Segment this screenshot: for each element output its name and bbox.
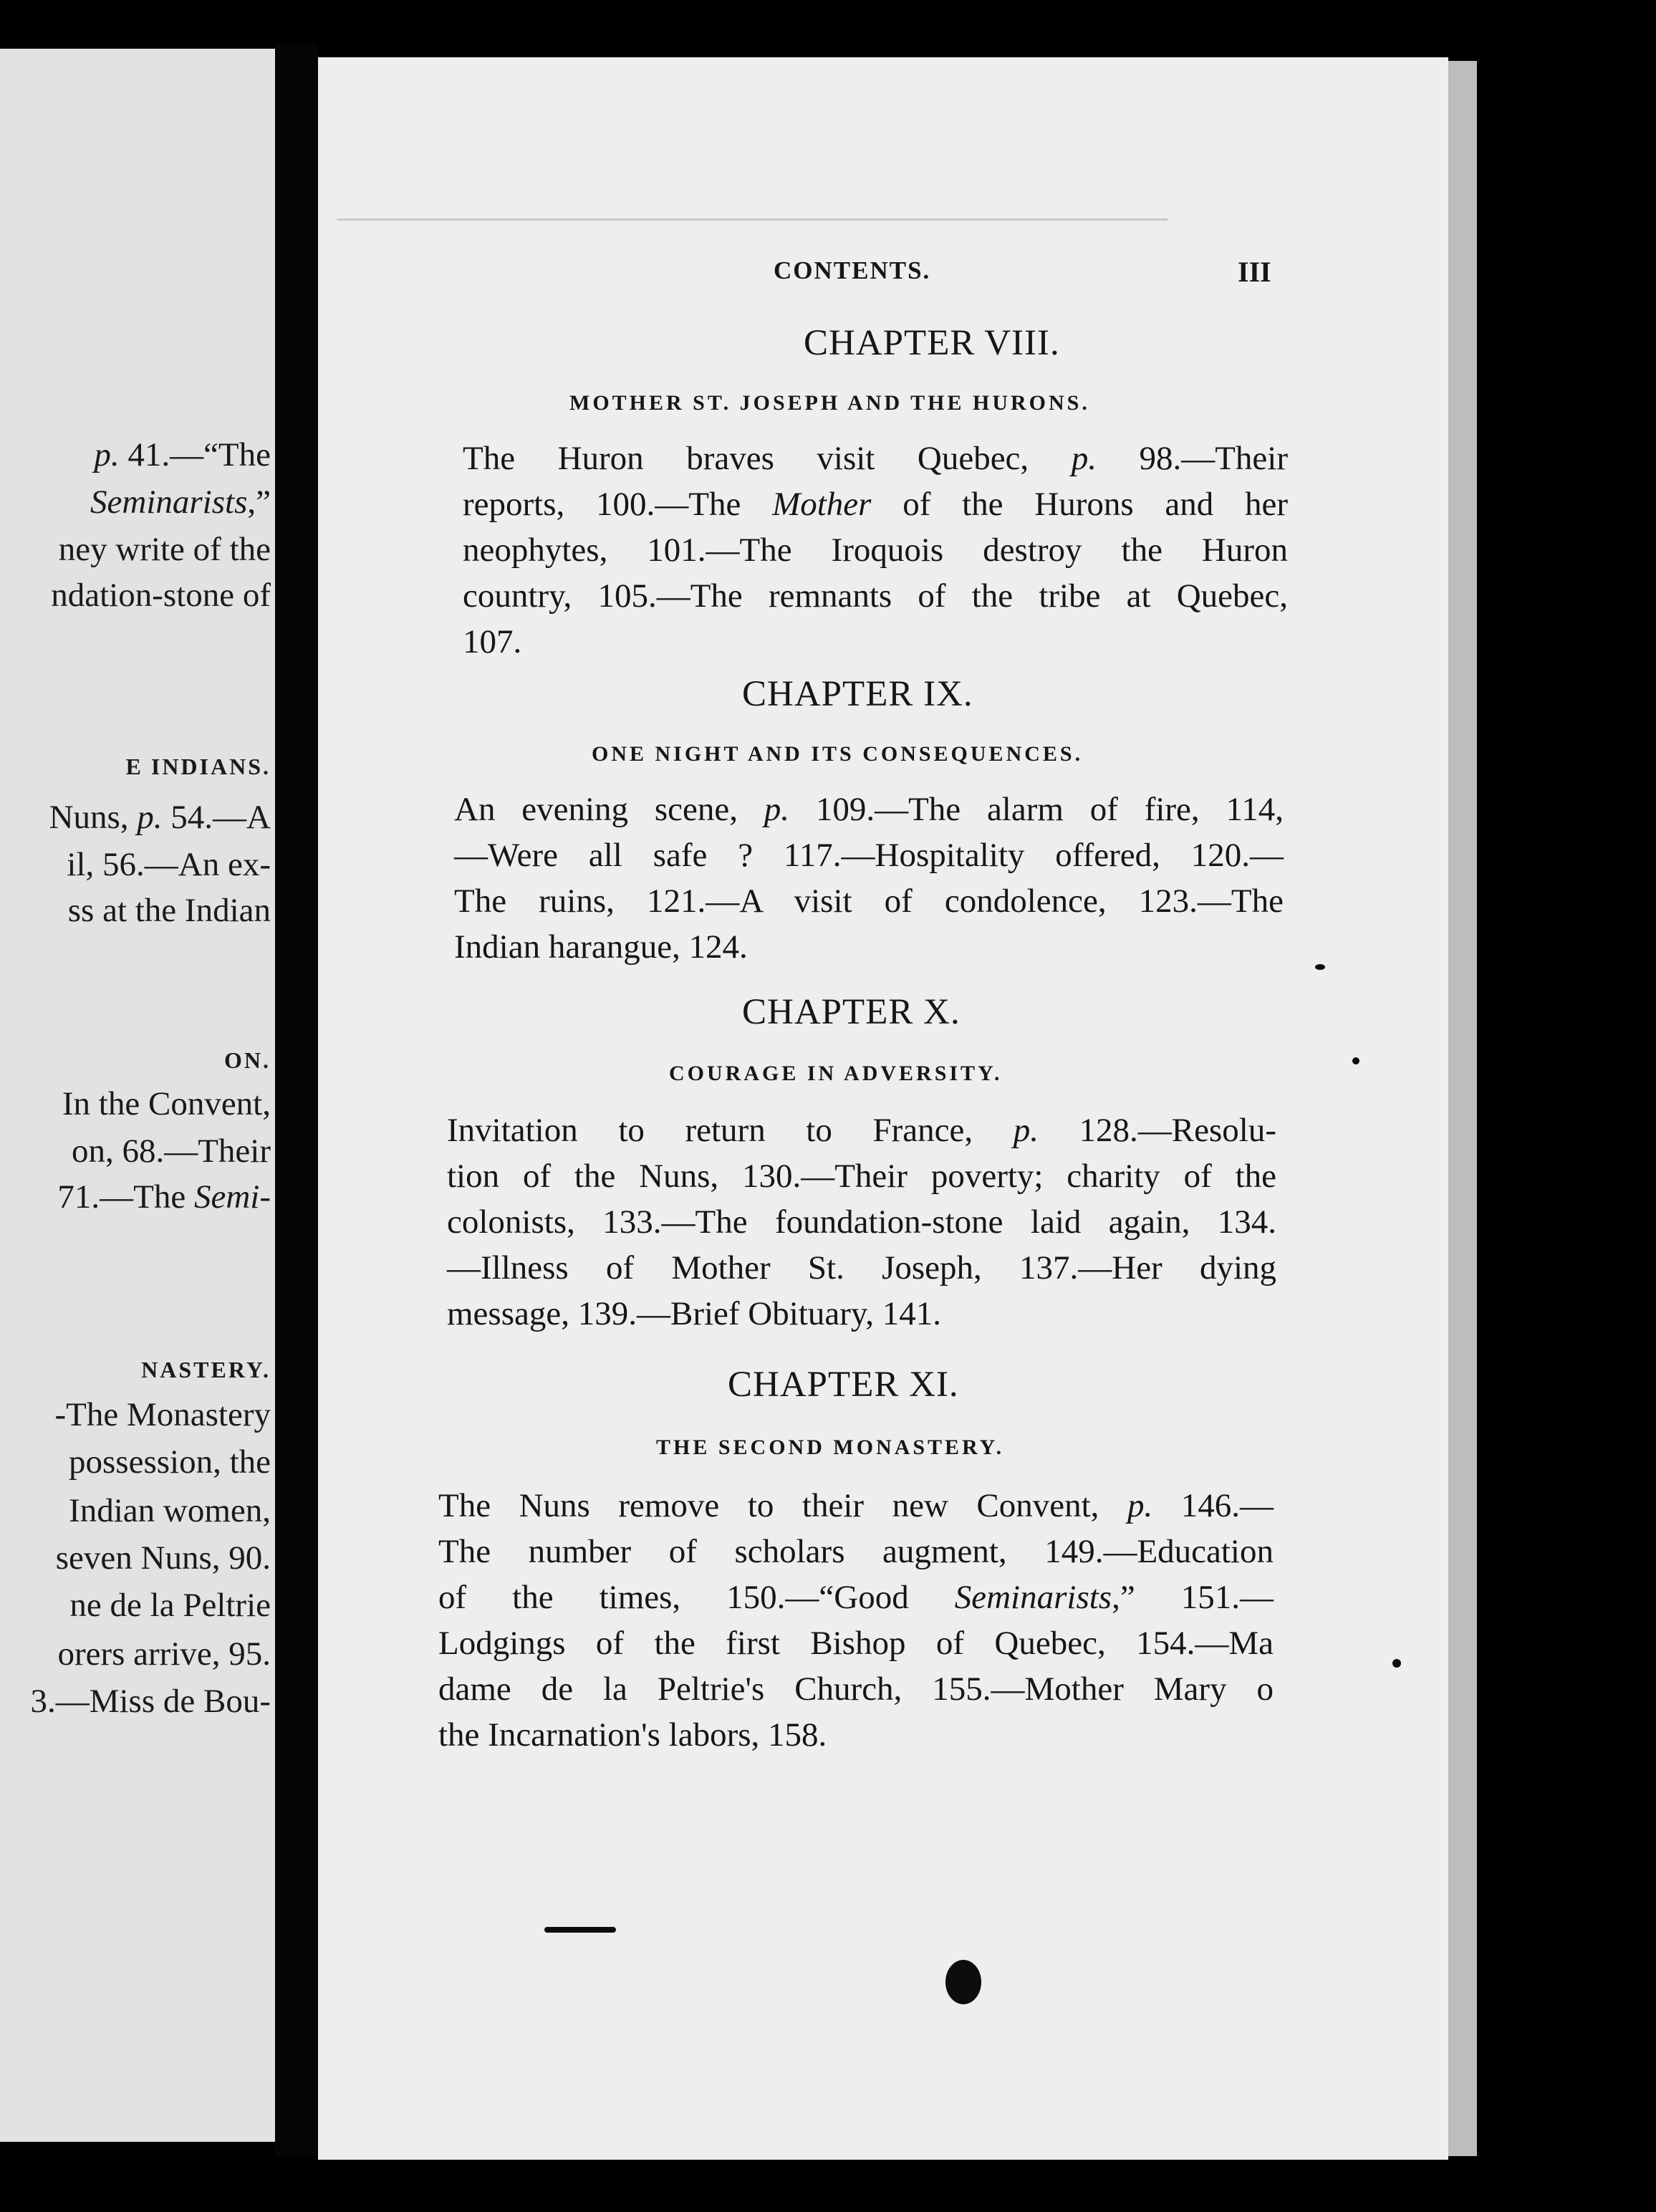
facing-page-line: Nuns, p. 54.—A [49, 799, 271, 836]
facing-page-line: possession, the [69, 1443, 271, 1481]
summary-line: Invitation to return to France, p. 128.—Resolu- [447, 1112, 1276, 1149]
summary-line: the Incarnation's labors, 158. [438, 1716, 827, 1754]
summary-line: message, 139.—Brief Obituary, 141. [447, 1295, 942, 1332]
chapter-title: CHAPTER IX. [742, 674, 973, 714]
chapter-subtitle: THE SECOND MONASTERY. [656, 1436, 1005, 1459]
facing-page-line: ndation-stone of [51, 577, 271, 614]
book-spine-gap [275, 43, 318, 2156]
summary-line: Lodgings of the first Bishop of Quebec, 154.—Ma [438, 1625, 1274, 1662]
ink-mark [544, 1927, 616, 1933]
summary-line: neophytes, 101.—The Iroquois destroy the Huron [463, 532, 1288, 569]
summary-line: An evening scene, p. 109.—The alarm of fire, 114, [454, 791, 1284, 828]
chapter-title: CHAPTER VIII. [804, 323, 1060, 363]
summary-line: tion of the Nuns, 130.—Their poverty; charity of the [447, 1158, 1276, 1195]
summary-line: The Nuns remove to their new Convent, p. 146.— [438, 1487, 1274, 1524]
facing-page-line: on, 68.—Their [71, 1133, 271, 1170]
summary-line: The Huron braves visit Quebec, p. 98.—Their [463, 440, 1288, 477]
facing-page-line: -The Monastery [54, 1396, 271, 1433]
chapter-summary [454, 787, 1284, 970]
facing-page-line: Indian women, [69, 1492, 271, 1529]
summary-line: The ruins, 121.—A visit of condolence, 123.—The [454, 883, 1284, 920]
summary-line: colonists, 133.—The foundation-stone laid again, 134. [447, 1203, 1276, 1241]
summary-line: country, 105.—The remnants of the tribe at Quebec, [463, 577, 1288, 615]
facing-page-line: seven Nuns, 90. [55, 1539, 271, 1577]
page-number: III [1238, 256, 1271, 288]
summary-line: 107. [463, 623, 522, 660]
facing-page-line: p. 41.—“The [94, 436, 271, 473]
facing-page-line: E INDIANS. [125, 754, 271, 779]
facing-page-line: 71.—The Semi- [57, 1178, 271, 1216]
page-rule [337, 218, 1168, 221]
facing-page-line: Seminarists,” [90, 484, 271, 521]
left-page [0, 49, 275, 2142]
chapter-summary [438, 1483, 1274, 1758]
ink-speck [1352, 1057, 1359, 1064]
ink-speck [1392, 1659, 1401, 1668]
summary-line: The number of scholars augment, 149.—Education [438, 1533, 1274, 1570]
summary-line: Indian harangue, 124. [454, 928, 748, 966]
ink-blot [945, 1960, 981, 2004]
facing-page-line: il, 56.—An ex- [67, 846, 271, 883]
running-head: CONTENTS. [774, 256, 931, 284]
summary-line: —Were all safe ? 117.—Hospitality offered, 120.— [454, 837, 1284, 874]
facing-page-line: orers arrive, 95. [57, 1635, 271, 1673]
chapter-title: CHAPTER XI. [728, 1365, 959, 1405]
chapter-subtitle: ONE NIGHT AND ITS CONSEQUENCES. [592, 742, 1084, 766]
facing-page-line: In the Convent, [62, 1085, 271, 1122]
chapter-subtitle: COURAGE IN ADVERSITY. [669, 1062, 1003, 1085]
facing-page-line: NASTERY. [141, 1357, 271, 1382]
chapter-title: CHAPTER X. [742, 992, 961, 1032]
chapter-subtitle: MOTHER ST. JOSEPH AND THE HURONS. [569, 391, 1090, 415]
summary-line: dame de la Peltrie's Church, 155.—Mother Mary o [438, 1670, 1274, 1708]
facing-page-line: ne de la Peltrie [69, 1587, 271, 1624]
facing-page-line: ss at the Indian [67, 892, 271, 929]
chapter-summary [447, 1107, 1276, 1337]
summary-line: —Illness of Mother St. Joseph, 137.—Her dying [447, 1249, 1276, 1287]
page-edge [1448, 61, 1477, 2156]
chapter-summary [463, 436, 1288, 665]
facing-page-line: ON. [224, 1047, 271, 1073]
facing-page-line: ney write of the [58, 531, 271, 568]
facing-page-line: 3.—Miss de Bou- [30, 1683, 271, 1720]
summary-line: reports, 100.—The Mother of the Hurons and her [463, 486, 1288, 523]
ink-speck [1315, 964, 1325, 970]
summary-line: of the times, 150.—“Good Seminarists,” 151.— [438, 1579, 1274, 1616]
